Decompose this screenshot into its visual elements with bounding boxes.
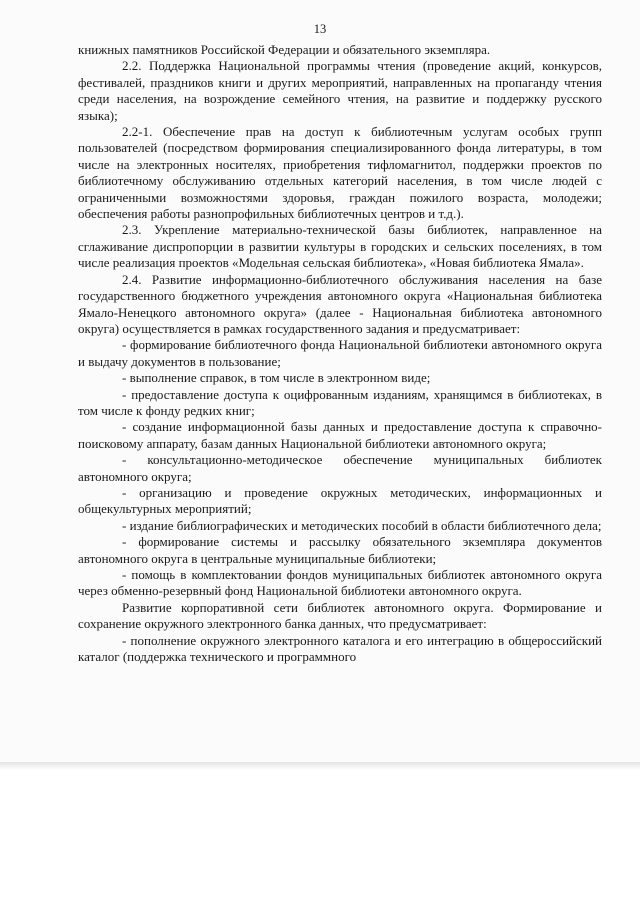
paragraph: - помощь в комплектовании фондов муниципальных библиотек автономного округа через обменно-резервный фонд Национальной библиотеки автономного округа.	[78, 567, 602, 599]
paragraph: Развитие корпоративной сети библиотек автономного округа. Формирование и сохранение окружного электронного банка данных, что предусматривает:	[78, 599, 602, 632]
paragraph: 2.2. Поддержка Национальной программы чтения (проведение акций, конкурсов, фестивалей, праздников книги и других мероприятий, направленных на пропаганду чтения среди населения, на возрождение семейного чтения, на развитие и поддержку русского языка);	[78, 58, 602, 123]
paragraph: - создание информационной базы данных и предоставление доступа к справочно-поисковому аппарату, базам данных Национальной библиотеки автономного округа;	[78, 419, 602, 451]
paragraph: - консультационно-методическое обеспечение муниципальных библиотек автономного округа;	[78, 452, 602, 484]
paragraph: 2.2-1. Обеспечение прав на доступ к библиотечным услугам особых групп пользователей (посредством формирования специализированного фонда литературы, в том числе на электронных носителях, приобретения тифломагнитол, поддержки проектов по библиотечному обслуживанию отдельных категорий населения, в том числе людей с ограниченными возможностями здоровья, граждан пожилого возраста, молодежи; обеспечения работы разнопрофильных библиотечных центров и т.д.).	[78, 124, 602, 222]
paragraph: - пополнение окружного электронного каталога и его интеграцию в общероссийский каталог (поддержка технического и программного	[78, 632, 602, 665]
paragraph: - предоставление доступа к оцифрованным изданиям, хранящимся в библиотеках, в том числе к фонду редких книг;	[78, 386, 602, 418]
page-edge	[0, 762, 640, 770]
paragraph: - формирование системы и рассылку обязательного экземпляра документов автономного округа в центральные муниципальные библиотеки;	[78, 534, 602, 566]
paragraph: 2.4. Развитие информационно-библиотечного обслуживания населения на базе государственного бюджетного учреждения автономного округа «Национальная библиотека Ямало-Ненецкого автономного округа» (далее - Национальная библиотека автономного округа) осуществляется в рамках государственного задания и предусматривает:	[78, 271, 602, 336]
page-number: 13	[313, 22, 327, 36]
paragraph: - формирование библиотечного фонда Национальной библиотеки автономного округа и выдачу документов в пользование;	[78, 337, 602, 369]
document-body	[78, 42, 602, 665]
paragraph: книжных памятников Российской Федерации и обязательного экземпляра.	[78, 42, 491, 57]
paragraph: - выполнение справок, в том числе в электронном виде;	[122, 370, 431, 386]
paragraph: 2.3. Укрепление материально-технической базы библиотек, направленное на сглаживание диспропорции в развитии культуры в городских и сельских поселениях, в том числе реализация проектов «Модельная сельская библиотека», «Новая библиотека Ямала».	[78, 222, 602, 271]
paragraph: - организацию и проведение окружных методических, информационных и общекультурных мероприятий;	[78, 484, 602, 517]
paragraph: - издание библиографических и методических пособий в области библиотечного дела;	[122, 517, 602, 533]
